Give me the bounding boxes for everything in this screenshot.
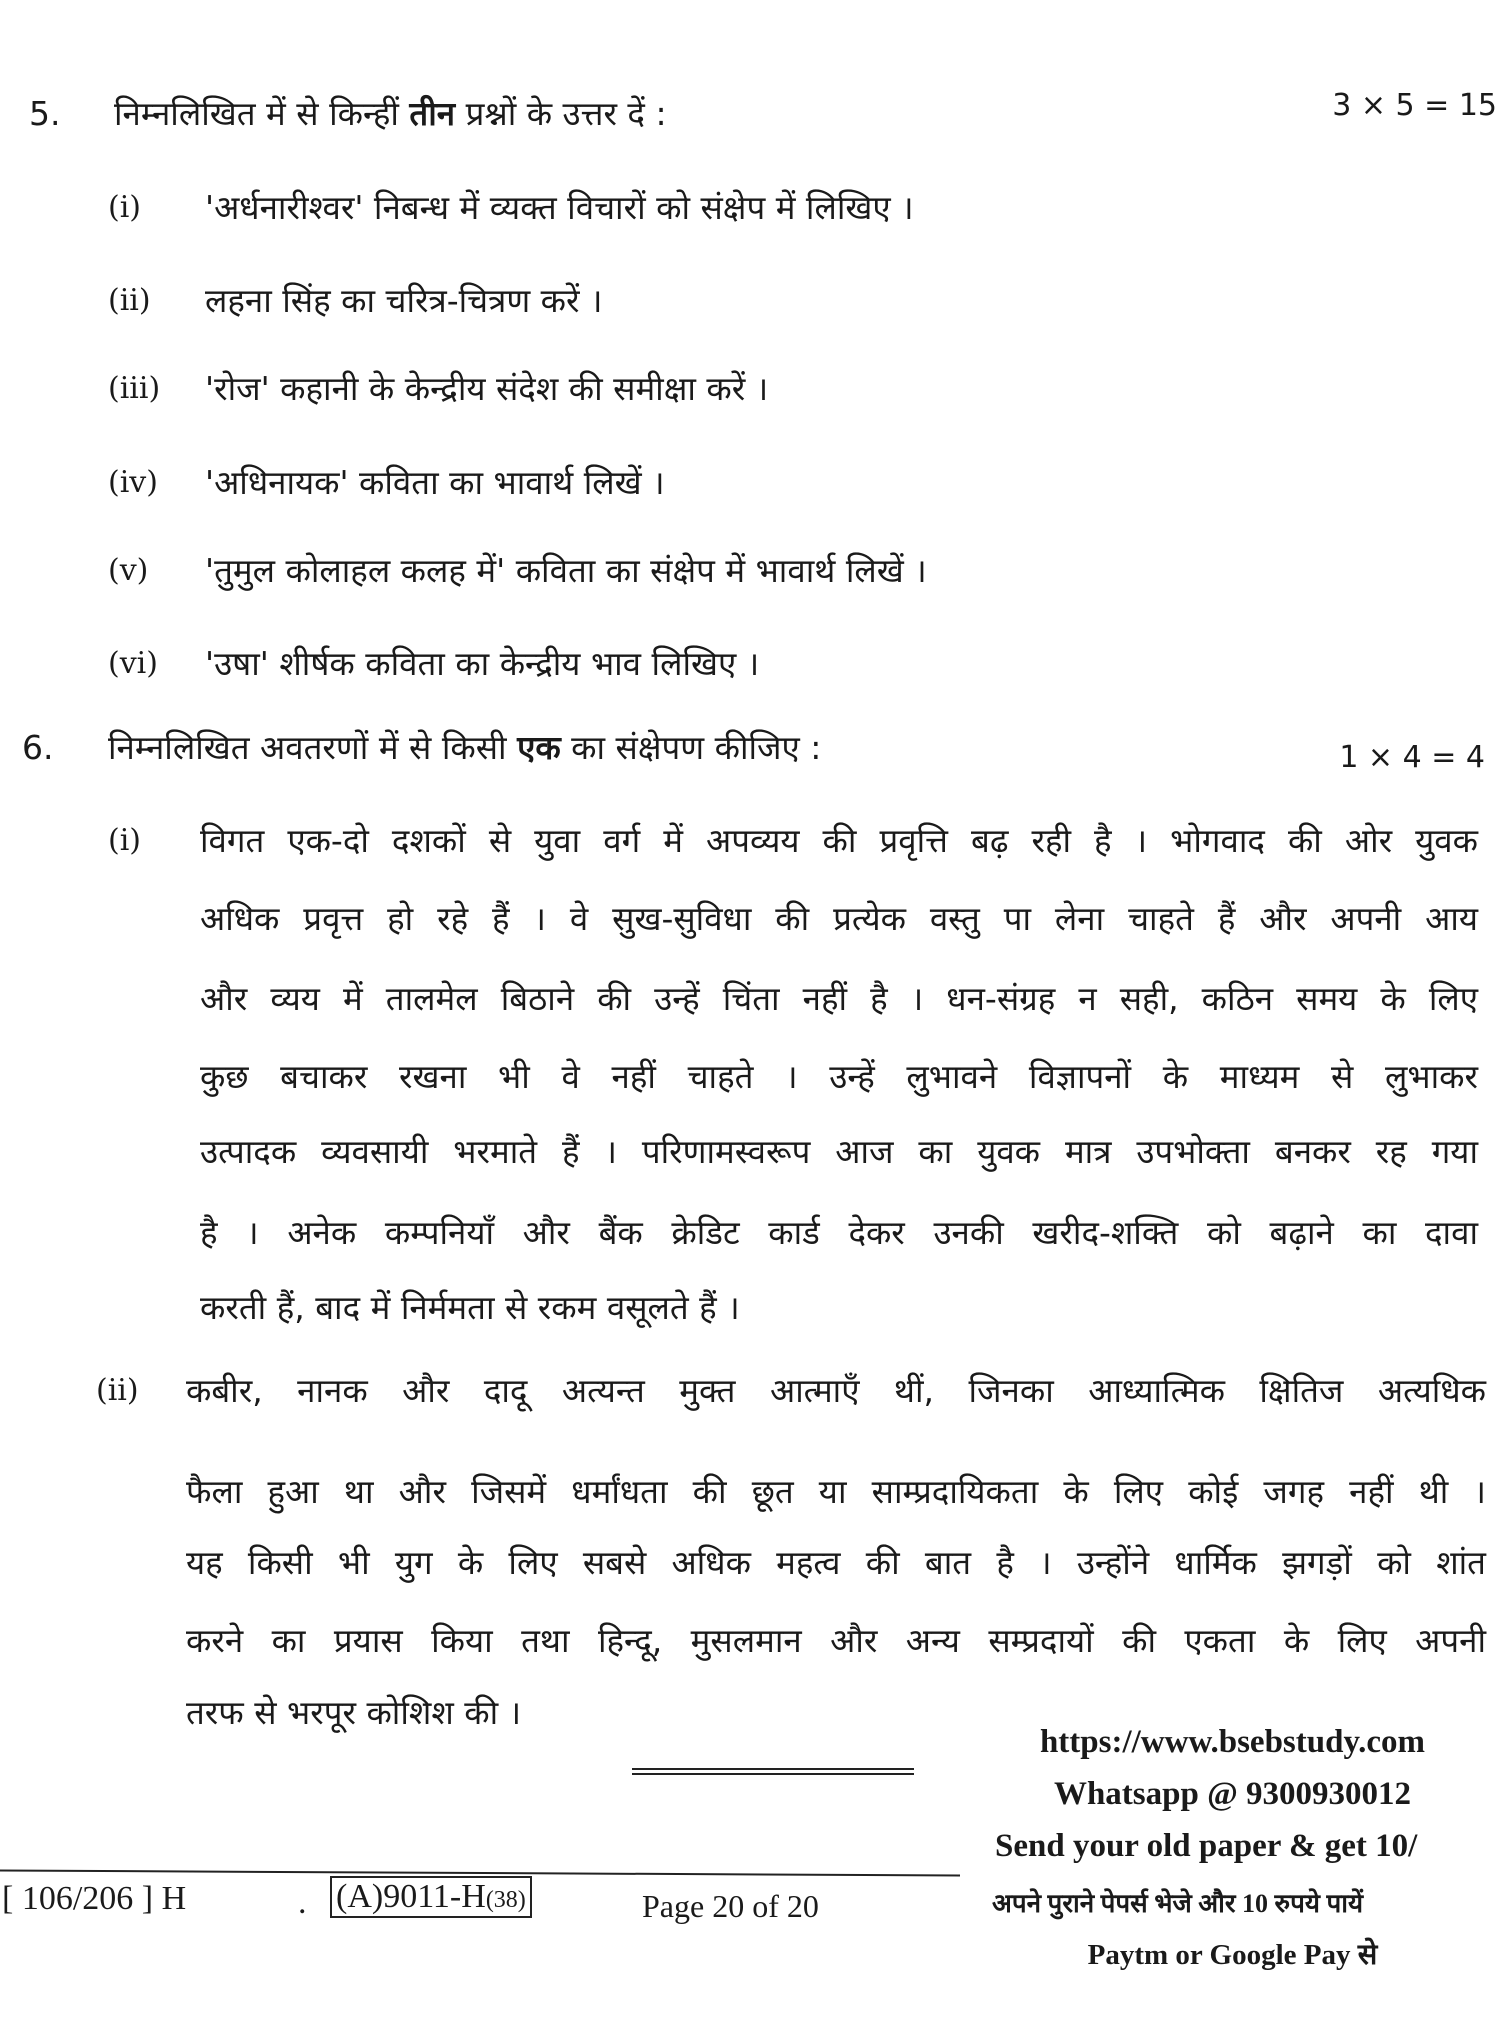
item-label: (ii) — [108, 283, 151, 318]
question-marks: 1 × 4 = 4 — [1339, 740, 1485, 775]
passage-line: कबीर, नानक और दादू अत्यन्त मुक्त आत्माएँ थीं, जिनका आध्यात्मिक क्षितिज अत्यधिक — [186, 1371, 1486, 1410]
page-number: Page 20 of 20 — [642, 1888, 819, 1924]
question-text: निम्नलिखित में से किन्हीं तीन प्रश्नों के उत्तर दें : — [114, 94, 667, 133]
item-label: (vi) — [108, 646, 158, 681]
promo-whatsapp: Whatsapp @ 9300930012 — [1053, 1776, 1412, 1812]
passage-line: विगत एक-दो दशकों से युवा वर्ग में अपव्यय की प्रवृत्ति बढ़ रही है । भोगवाद की ओर युवक — [200, 821, 1478, 860]
promo-hindi: अपने पुराने पेपर्स भेजे और 10 रुपये पायें — [992, 1889, 1364, 1918]
item-label: (iv) — [108, 465, 158, 500]
passage-line: फैला हुआ था और जिसमें धर्मांधता की छूत या साम्प्रदायिकता के लिए कोई जगह नहीं थी । — [186, 1472, 1486, 1511]
item-text: 'अर्धनारीश्वर' निबन्ध में व्यक्त विचारों को संक्षेप में लिखिए । — [205, 188, 914, 227]
passage-line: अधिक प्रवृत्त हो रहे हैं । वे सुख-सुविधा की प्रत्येक वस्तु पा लेना चाहते हैं और अपनी आय — [200, 899, 1478, 938]
footer-dot: . — [298, 1884, 307, 1921]
item-text: 'उषा' शीर्षक कविता का केन्द्रीय भाव लिखिए । — [205, 644, 760, 683]
set-code-box: (A)9011-H(38) — [330, 1876, 532, 1918]
passage-line: करती हैं, बाद में निर्ममता से रकम वसूलते हैं । — [200, 1288, 740, 1327]
passage-label: (ii) — [96, 1373, 139, 1408]
item-label: (iii) — [108, 371, 161, 406]
passage-line: कुछ बचाकर रखना भी वे नहीं चाहते । उन्हें लुभावने विज्ञापनों के माध्यम से लुभाकर — [200, 1057, 1478, 1096]
passage-line: और व्यय में तालमेल बिठाने की उन्हें चिंता नहीं है । धन-संग्रह न सही, कठिन समय के लिए — [200, 979, 1478, 1018]
item-label: (v) — [108, 553, 149, 588]
passage-line: उत्पादक व्यवसायी भरमाते हैं । परिणामस्वरूप आज का युवक मात्र उपभोक्ता बनकर रह गया — [200, 1132, 1478, 1171]
passage-line: है । अनेक कम्पनियाँ और बैंक क्रेडिट कार्ड देकर उनकी खरीद-शक्ति को बढ़ाने का दावा — [200, 1213, 1478, 1252]
item-text: लहना सिंह का चरित्र-चित्रण करें । — [205, 281, 603, 320]
item-text: 'अधिनायक' कविता का भावार्थ लिखें । — [205, 463, 665, 502]
item-text: 'रोज' कहानी के केन्द्रीय संदेश की समीक्षा करें । — [205, 369, 769, 408]
promo-url: https://www.bsebstudy.com — [1039, 1724, 1426, 1760]
promo-send: Send your old paper & get 10/ — [995, 1828, 1418, 1864]
question-number: 6. — [22, 728, 54, 767]
paper-code: [ 106/206 ] H — [2, 1880, 187, 1917]
passage-line: करने का प्रयास किया तथा हिन्दू, मुसलमान और अन्य सम्प्रदायों की एकता के लिए अपनी — [186, 1621, 1486, 1660]
question-text: निम्नलिखित अवतरणों में से किसी एक का संक्षेपण कीजिए : — [108, 728, 822, 767]
question-number: 5. — [29, 94, 61, 133]
passage-line: तरफ से भरपूर कोशिश की । — [186, 1693, 522, 1732]
passage-label: (i) — [108, 823, 142, 858]
question-marks: 3 × 5 = 15 — [1332, 88, 1497, 123]
promo-pay: Paytm or Google Pay से — [1087, 1939, 1378, 1971]
passage-line: यह किसी भी युग के लिए सबसे अधिक महत्व की बात है । उन्होंने धार्मिक झगड़ों को शांत — [186, 1543, 1486, 1582]
item-text: 'तुमुल कोलाहल कलह में' कविता का संक्षेप में भावार्थ लिखें । — [205, 551, 927, 590]
end-double-rule — [632, 1768, 914, 1775]
item-label: (i) — [108, 190, 142, 225]
